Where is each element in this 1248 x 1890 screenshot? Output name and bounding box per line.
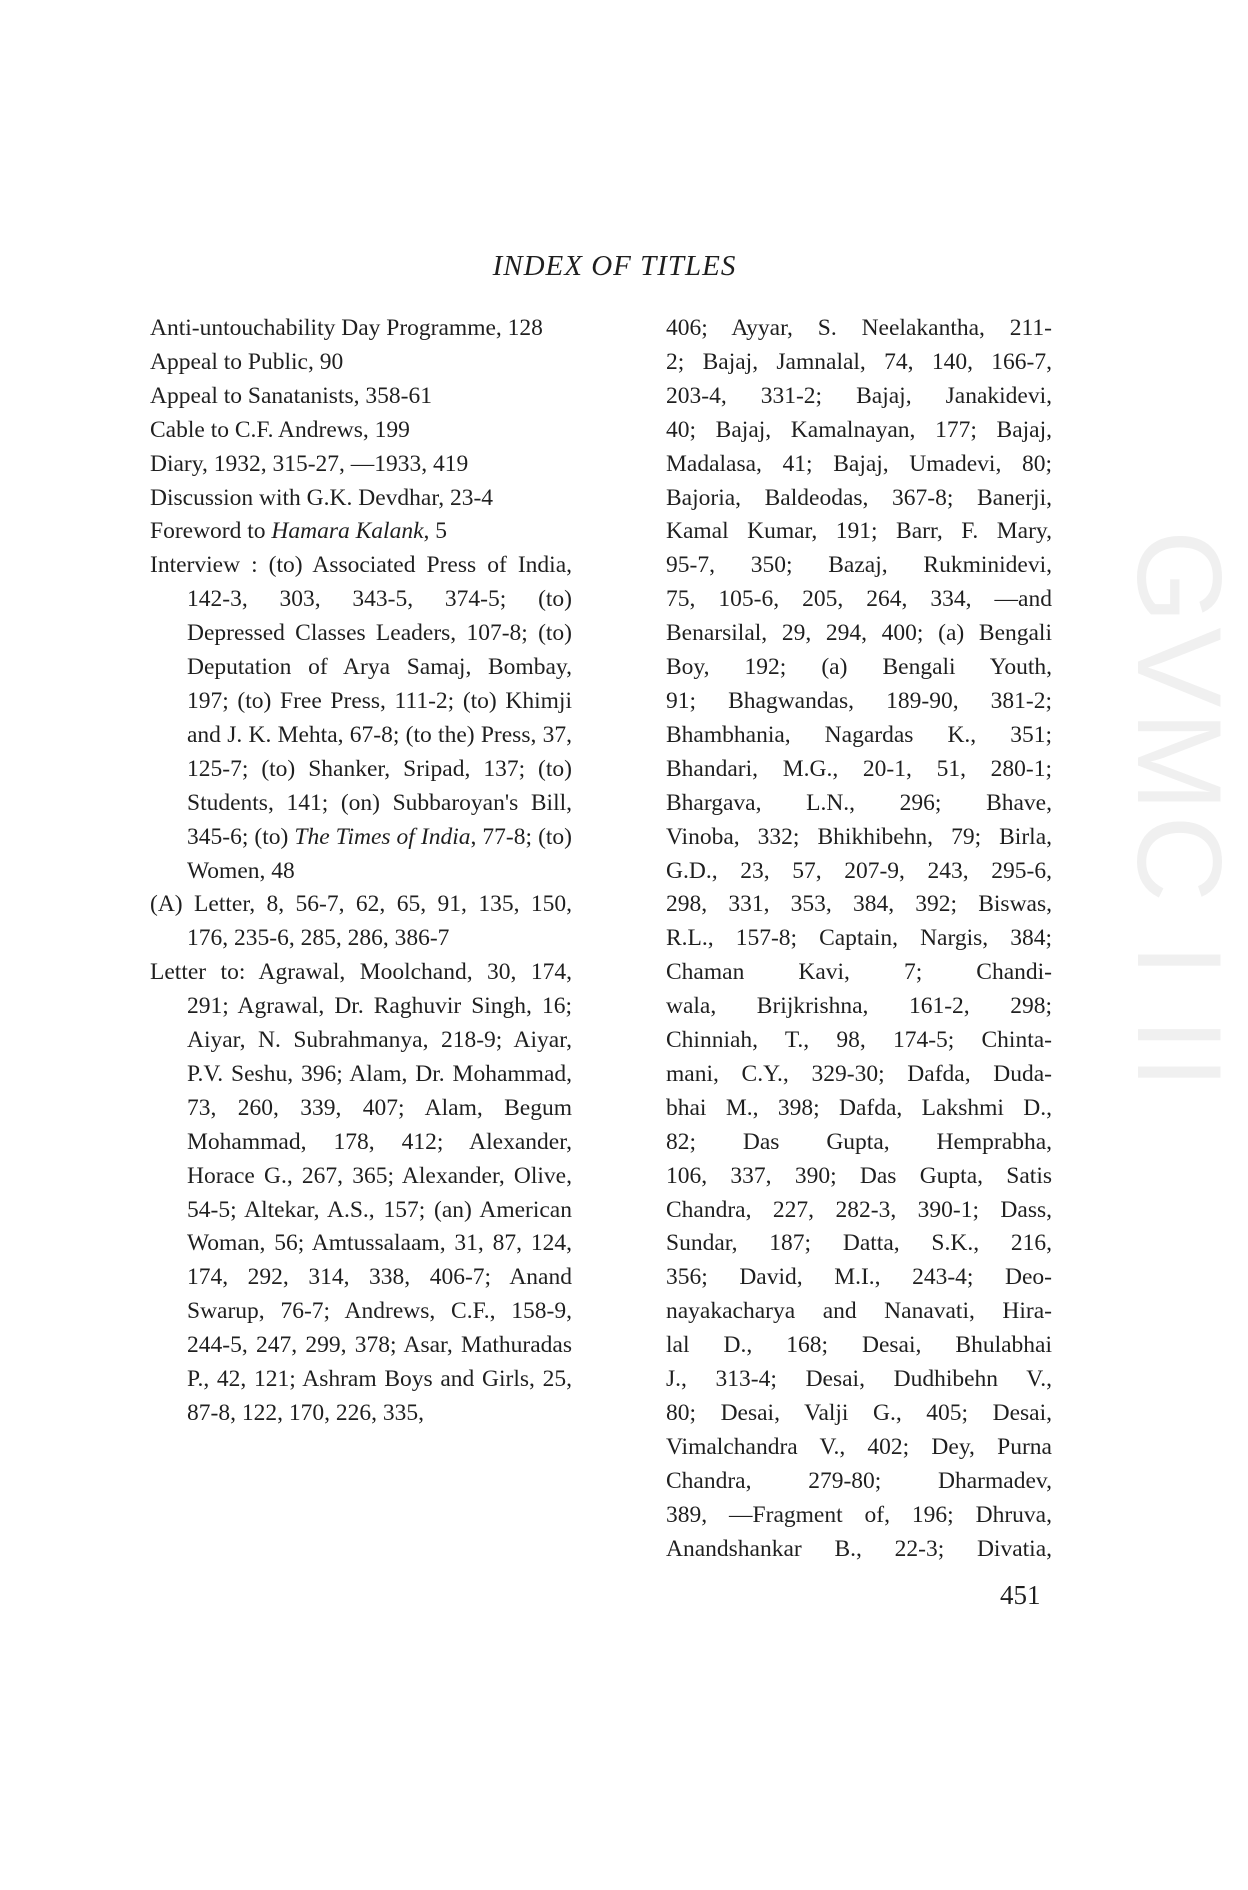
index-line: R.L., 157-8; Captain, Nargis, 384; [666,925,1052,952]
index-line: 80; Desai, Valji G., 405; Desai, [666,1400,1052,1426]
index-line: Bhambhania, Nagardas K., 351; [666,721,1052,748]
index-line: 75, 105-6, 205, 264, 334, —and [666,586,1052,613]
index-entry: Appeal to Public, 90 [150,348,344,375]
page-number: 451 [1000,1580,1041,1610]
index-line: Chandra, 279-80; Dharmadev, [666,1467,1052,1494]
index-line: 356; David, M.I., 243-4; Deo- [666,1264,1052,1291]
index-line: 203-4, 331-2; Bajaj, Janakidevi, [666,382,1052,409]
left-column [150,312,572,1431]
index-line: Anandshankar B., 22-3; Divatia, [666,1535,1052,1562]
index-line: Chandra, 227, 282-3, 390-1; Dass, [666,1196,1052,1223]
index-entry: Foreword to Hamara Kalank, 5 [150,518,448,545]
index-line: Bajoria, Baldeodas, 367-8; Banerji, [666,484,1052,511]
index-line: 95-7, 350; Bazaj, Rukminidevi, [666,552,1052,579]
index-line: Chinniah, T., 98, 174-5; Chinta- [666,1027,1052,1054]
index-line: bhai M., 398; Dafda, Lakshmi D., [666,1094,1052,1121]
index-line: 2; Bajaj, Jamnalal, 74, 140, 166-7, [666,348,1052,375]
index-line: Boy, 192; (a) Bengali Youth, [666,654,1052,681]
index-line: J., 313-4; Desai, Dudhibehn V., [666,1366,1052,1393]
index-line: nayakacharya and Nanavati, Hira- [666,1298,1052,1325]
index-line: 40; Bajaj, Kamalnayan, 177; Bajaj, [666,416,1052,443]
italic-title: Hamara Kalank [271,518,424,545]
right-column [666,312,1052,1567]
index-entry: Anti-untouchability Day Programme, 128 [150,315,543,341]
index-entry: Interview : (to) Associated Press of India, 142-3, 303, 343-5, 374-5; (to) Depressed Classes Leaders, 107-8; (to) Deputation of Arya Samaj, Bombay, 197; (to) Free Press, 111-2; (to) Khimji and J. K. Mehta, 67-8; (to the) Press, 37, 125-7; (to) Shanker, Sripad, 137; (to) Students, 141; (on) Subbaroyan's Bill, 345-6; (to) The Times of India, 77-8; (to) Women, 48 [150,552,572,884]
index-line: 82; Das Gupta, Hemprabha, [666,1128,1052,1155]
index-line: Vimalchandra V., 402; Dey, Purna [666,1433,1052,1460]
watermark: GVMC I II [1112,530,1246,1093]
index-entry: Diary, 1932, 315-27, —1933, 419 [150,450,469,477]
index-line: G.D., 23, 57, 207-9, 243, 295-6, [666,857,1052,884]
index-line: mani, C.Y., 329-30; Dafda, Duda- [666,1060,1052,1087]
index-entry: Cable to C.F. Andrews, 199 [150,416,410,443]
index-line: Bhargava, L.N., 296; Bhave, [666,789,1052,816]
index-line: 406; Ayyar, S. Neelakantha, 211- [666,315,1052,341]
index-line: Kamal Kumar, 191; Barr, F. Mary, [666,518,1052,545]
index-line: Sundar, 187; Datta, S.K., 216, [666,1230,1052,1257]
index-line: 106, 337, 390; Das Gupta, Satis [666,1162,1052,1189]
index-line: 298, 331, 353, 384, 392; Biswas, [666,891,1052,918]
index-line: Benarsilal, 29, 294, 400; (a) Bengali [666,620,1052,647]
index-line: lal D., 168; Desai, Bhulabhai [666,1332,1052,1359]
index-line: Chaman Kavi, 7; Chandi- [666,959,1052,986]
index-entry: Discussion with G.K. Devdhar, 23-4 [150,484,494,511]
index-line: 389, —Fragment of, 196; Dhruva, [666,1501,1052,1528]
index-line: Vinoba, 332; Bhikhibehn, 79; Birla, [666,823,1052,850]
index-line: Madalasa, 41; Bajaj, Umadevi, 80; [666,450,1052,477]
italic-title: The Times of India [294,823,471,850]
index-line: Bhandari, M.G., 20-1, 51, 280-1; [666,755,1052,782]
index-entry: Letter to: Agrawal, Moolchand, 30, 174, 291; Agrawal, Dr. Raghuvir Singh, 16; Aiyar, N. Subrahmanya, 218-9; Aiyar, P.V. Seshu, 396; Alam, Dr. Mohammad, 73, 260, 339, 407; Alam, Begum Mohammad, 178, 412; Alexander, Horace G., 267, 365; Alexander, Olive, 54-5; Altekar, A.S., 157; (an) American Woman, 56; Amtussalaam, 31, 87, 124, 174, 292, 314, 338, 406-7; Anand Swarup, 76-7; Andrews, C.F., 158-9, 244-5, 247, 299, 378; Asar, Mathuradas P., 42, 121; Ashram Boys and Girls, 25, 87-8, 122, 170, 226, 335, [150,959,572,1426]
index-line: 91; Bhagwandas, 189-90, 381-2; [666,687,1052,714]
index-line: wala, Brijkrishna, 161-2, 298; [666,993,1052,1020]
page-title: INDEX OF TITLES [492,250,737,282]
index-entry: Appeal to Sanatanists, 358-61 [150,382,432,409]
index-entry: (A) Letter, 8, 56-7, 62, 65, 91, 135, 150, 176, 235-6, 285, 286, 386-7 [150,891,572,952]
